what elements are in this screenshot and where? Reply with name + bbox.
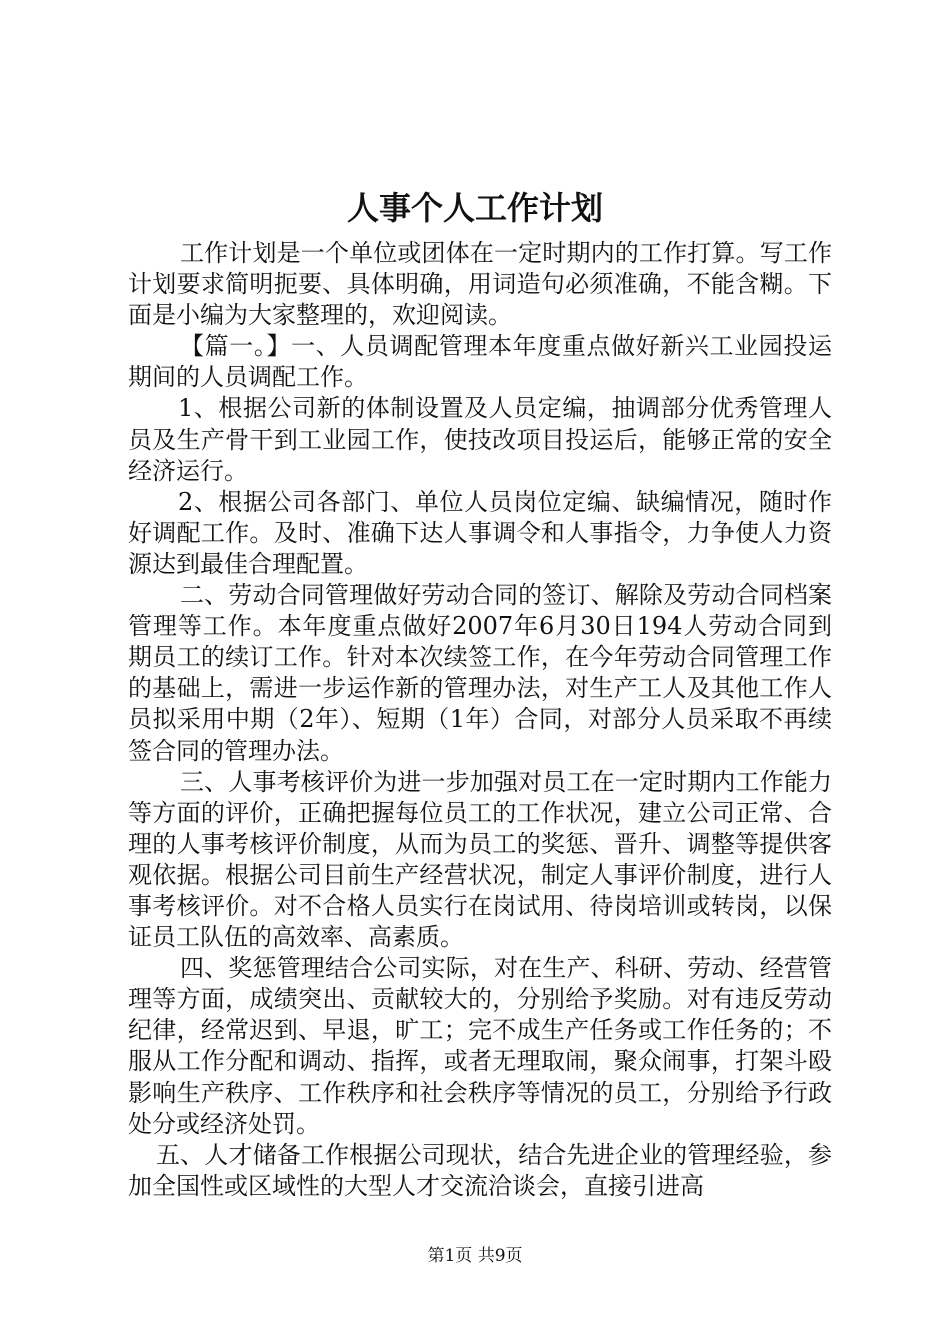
paragraph-item-1: 1、根据公司新的体制设置及人员定编，抽调部分优秀管理人员及生产骨干到工业园工作，使技改项目投运后，能够正常的安全经济运行。 — [128, 394, 832, 485]
paragraph-section-5: 五、人才储备工作根据公司现状，结合先进企业的管理经验，参加全国性或区域性的大型人才交流洽谈会，直接引进高 — [128, 1140, 832, 1200]
page-footer: 第1页 共9页 — [427, 1246, 523, 1266]
paragraph-intro: 工作计划是一个单位或团体在一定时期内的工作打算。写工作计划要求简明扼要、具体明确，用词造句必须准确，不能含糊。下面是小编为大家整理的，欢迎阅读。 — [128, 239, 832, 330]
paragraph-section-2: 二、劳动合同管理做好劳动合同的签订、解除及劳动合同档案管理等工作。本年度重点做好2007年6月30日194人劳动合同到期员工的续订工作。针对本次续签工作，在今年劳动合同管理工作的基础上，需进一步运作新的管理办法，对生产工人及其他工作人员拟采用中期（2年）、短期（1年）合同，对部分人员采取不再续签合同的管理办法。 — [128, 581, 832, 765]
paragraph-item-2: 2、根据公司各部门、单位人员岗位定编、缺编情况，随时作好调配工作。及时、准确下达人事调令和人事指令，力争使人力资源达到最佳合理配置。 — [128, 487, 832, 578]
paragraph-section-1: 【篇一。】一、人员调配管理本年度重点做好新兴工业园投运期间的人员调配工作。 — [128, 332, 832, 392]
paragraph-section-4: 四、奖惩管理结合公司实际，对在生产、科研、劳动、经营管理等方面，成绩突出、贡献较大的，分别给予奖励。对有违反劳动纪律，经常迟到、早退，旷工；完不成生产任务或工作任务的；不服从工作分配和调动、指挥，或者无理取闹，聚众闹事，打架斗殴影响生产秩序、工作秩序和社会秩序等情况的员工，分别给予行政处分或经济处罚。 — [128, 954, 832, 1138]
paragraph-section-3: 三、人事考核评价为进一步加强对员工在一定时期内工作能力等方面的评价，正确把握每位员工的工作状况，建立公司正常、合理的人事考核评价制度，从而为员工的奖惩、晋升、调整等提供客观依据。根据公司目前生产经营状况，制定人事评价制度，进行人事考核评价。对不合格人员实行在岗试用、待岗培训或转岗，以保证员工队伍的高效率、高素质。 — [128, 767, 832, 952]
document-title: 人事个人工作计划 — [346, 189, 603, 227]
document-body — [128, 238, 832, 1202]
